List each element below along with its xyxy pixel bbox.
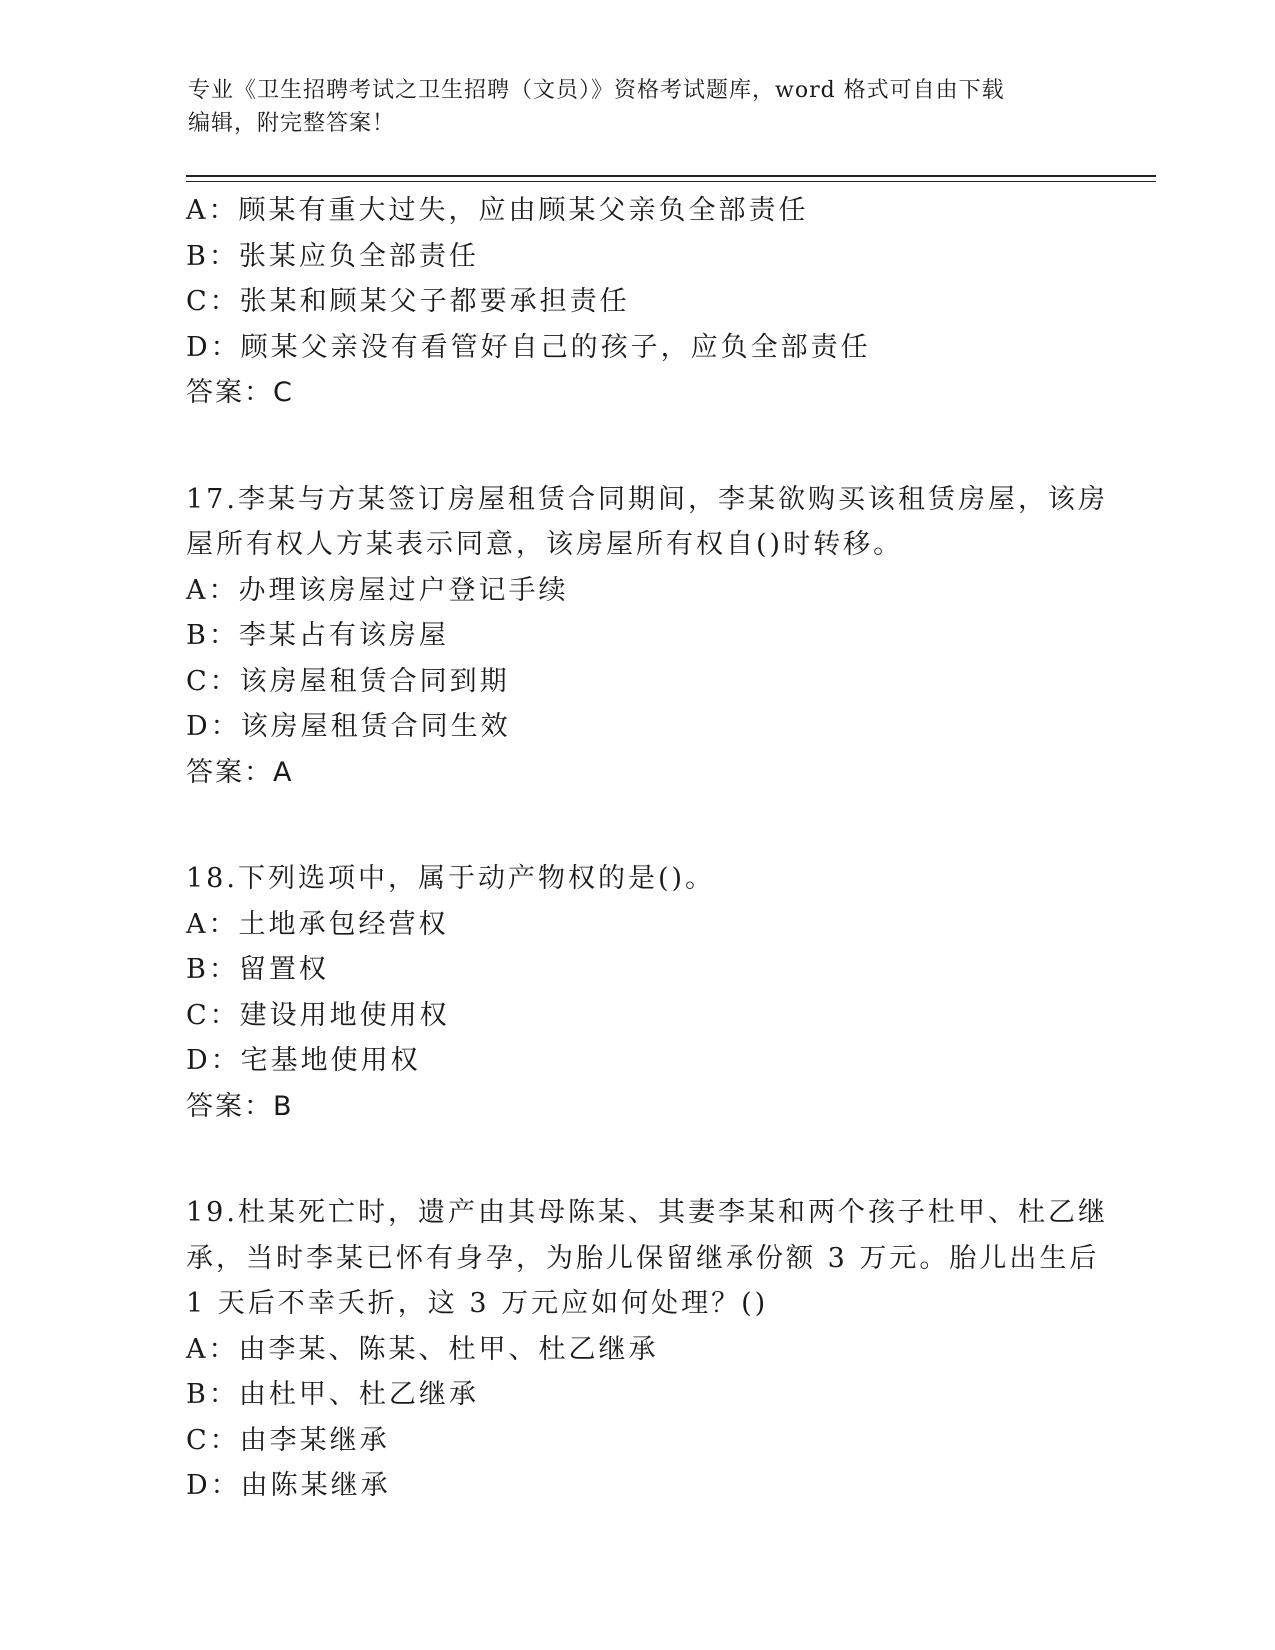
header-divider-thin: [186, 181, 1156, 182]
option-a: A：顾某有重大过失，应由顾某父亲负全部责任: [186, 195, 809, 226]
document-header: [188, 74, 1088, 140]
question-text: 承，当时李某已怀有身孕，为胎儿保留继承份额 3 万元。胎儿出生后: [186, 1242, 1100, 1274]
answer-line: 答案：B: [186, 1090, 294, 1122]
answer-line: 答案：A: [186, 756, 294, 788]
question-16: [186, 188, 1086, 416]
option-d: D：由陈某继承: [186, 1470, 391, 1501]
question-text: 17.李某与方某签订房屋租赁合同期间，李某欲购买该租赁房屋，该房: [186, 483, 1108, 515]
option-c: C：由李某继承: [186, 1424, 390, 1456]
option-a: A：办理该房屋过户登记手续: [186, 574, 569, 606]
option-c: C：该房屋租赁合同到期: [186, 665, 510, 697]
header-divider-thick: [186, 175, 1156, 177]
header-line-2: 编辑，附完整答案！: [188, 111, 396, 136]
option-a: A：土地承包经营权: [186, 908, 449, 940]
question-text: 1 天后不幸夭折，这 3 万元应如何处理？(): [186, 1288, 769, 1319]
answer-line: 答案：C: [186, 377, 294, 408]
question-text: 18.下列选项中，属于动产物权的是()。: [186, 863, 716, 894]
option-d: D：顾某父亲没有看管好自己的孩子，应负全部责任: [186, 331, 871, 363]
option-b: B：张某应负全部责任: [186, 240, 479, 272]
option-d: D：宅基地使用权: [186, 1045, 421, 1076]
header-line-1: 专业《卫生招聘考试之卫生招聘（文员）》资格考试题库，word 格式可自由下载: [188, 78, 1005, 103]
option-b: B：李某占有该房屋: [186, 620, 449, 651]
option-d: D：该房屋租赁合同生效: [186, 711, 511, 742]
option-b: B：由杜甲、杜乙继承: [186, 1379, 479, 1410]
option-c: C：建设用地使用权: [186, 999, 450, 1031]
question-text: 19.杜某死亡时，遗产由其母陈某、其妻李某和两个孩子杜甲、杜乙继: [186, 1197, 1108, 1228]
question-17: [186, 477, 1108, 796]
question-18: [186, 856, 1086, 1129]
question-19: [186, 1190, 1108, 1509]
option-a: A：由李某、陈某、杜甲、杜乙继承: [186, 1333, 659, 1365]
option-b: B：留置权: [186, 954, 329, 985]
option-c: C：张某和顾某父子都要承担责任: [186, 286, 630, 317]
question-text: 屋所有权人方某表示同意，该房屋所有权自()时转移。: [186, 529, 904, 560]
question-list: [186, 188, 1108, 1509]
